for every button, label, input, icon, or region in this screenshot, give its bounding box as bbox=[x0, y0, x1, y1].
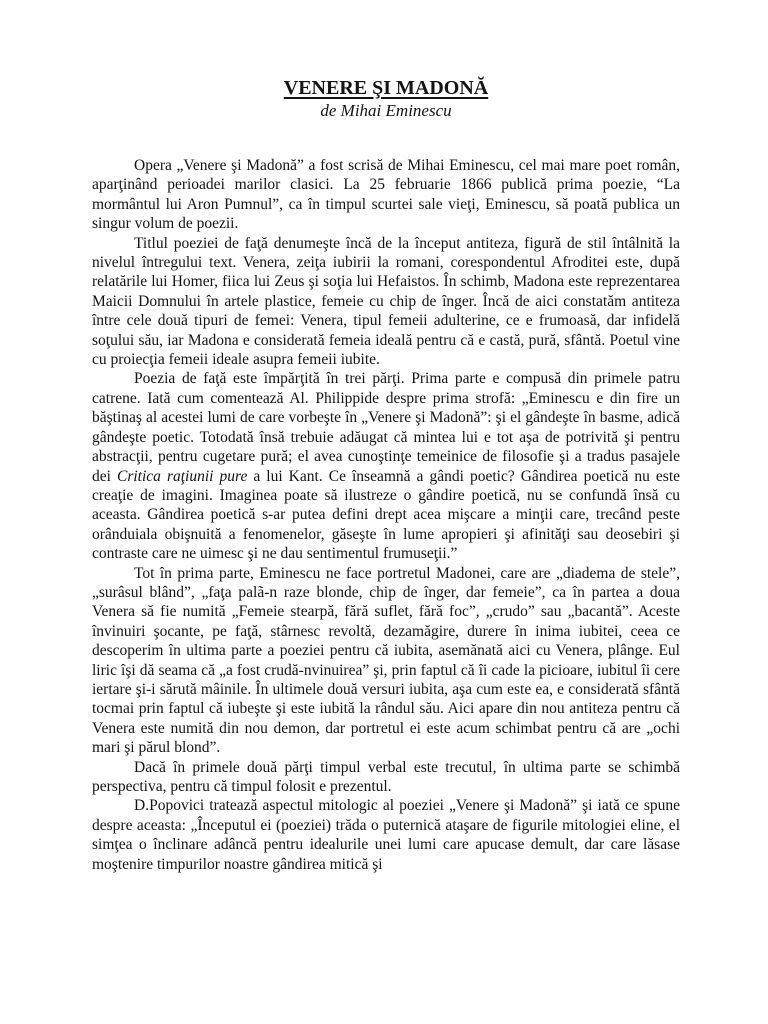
document-title: VENERE ŞI MADONĂ bbox=[283, 77, 489, 99]
book-title-italic: Critica raţiunii pure bbox=[116, 467, 248, 485]
paragraph: Dacă în primele două părţi timpul verbal este trecutul, în ultima parte se schimbă perspectiva, pentru că timpul folosit e prezentul. bbox=[92, 758, 680, 795]
paragraph-text: Poezia de faţă este împărţită în trei părţi. Prima parte e compusă din primele patru catrene. Iată cum comentează Al. Philippide despre prima strofă: „Eminescu e din fire un băştinaş al acestei lumi de care vorbeşte în „Venere şi Madonă”: şi el gândeşte în basme, adică gândeşte poetic. Totodată însă trebuie adăugat că mintea lui e tot aşa de potrivită şi pentru abstracţii, pentru cugetare pură; el avea cunoştinţe temeinice de filosofie şi a tradus pasajele dei bbox=[92, 370, 680, 485]
document-page bbox=[92, 68, 680, 874]
paragraph: Titlul poeziei de faţă denumeşte încă de la început antiteza, figură de stil întâlnită la nivelul întregului text. Venera, zeiţa iubirii la romani, corespondentul Afroditei este, după relatările lui Homer, fiica lui Zeus şi soţia lui Hefaistos. În schimb, Madona este reprezentarea Maicii Domnului în artele plastice, femeie cu chip de înger. Încă de aici constatăm antiteza între cele două tipuri de femei: Venera, tipul femeii adulterine, ce e frumoasă, dar infidelă soţului său, iar Madona e considerată femeia ideală pentru că e castă, pură, sfântă. Poetul vine cu proiecţia femeii ideale asupra femeii iubite. bbox=[92, 234, 680, 369]
paragraph: Tot în prima parte, Eminescu ne face portretul Madonei, care are „diadema de stele”, „surâsul blând”, „faţa palã-n raze blonde, chip de înger, dar femeie”, ca în partea a doua Venera să fie numită „Femeie stearpă, fără suflet, fără foc”, „crudo” sau „bacantă”. Aceste învinuiri şocante, pe faţă, stârnesc revoltă, dezamăgire, durere în inima iubitei, ceea ce descoperim în ultima parte a poeziei pentru că iubita, asemănată aici cu Venera, plânge. Eul liric îşi dă seama că „a fost crudă-nvinuirea” şi, prin faptul că îi cade la picioare, iubitul îi cere iertare şi-i sărută mâinile. În ultimele două versuri iubita, aşa cum este ea, e considerată sfântă tocmai prin faptul că iubeşte şi este iubită la rândul său. Aici apare din nou antiteza pentru că Venera este numită din nou demon, dar portretul ei este acum schimbat pentru că are „ochi mari şi părul blond”. bbox=[92, 564, 680, 757]
paragraph: D.Popovici tratează aspectul mitologic al poeziei „Venere şi Madonă” şi iată ce spune despre aceasta: „Începutul ei (poeziei) trăda o puternică ataşare de figurile mitologiei eline, el simţea o înclinare adâncă pentru idealurile unei lumi care apucase demult, dar care lăsase moştenire timpurilor noastre gândirea mitică şi bbox=[92, 797, 680, 873]
document-body bbox=[92, 156, 680, 874]
paragraph-text: a lui Kant. Ce înseamnă a gândi poetic? Gândirea poetică nu este creaţie de imagini. Imaginea poate să ilustreze o gândire poetică, nu se confundă însă cu aceasta. Gândirea poetică s-ar putea defini drept acea mişcare a minţii care, trecând peste orânduiala obişnuită a fenomenelor, găseşte în lume apropieri şi afinităţi sau deosebiri şi contraste care ne uimesc şi ne dau sentimentul frumuseţii.” bbox=[92, 467, 681, 563]
document-author: de Mihai Eminescu bbox=[320, 101, 452, 120]
paragraph: Opera „Venere şi Madonă” a fost scrisă de Mihai Eminescu, cel mai mare poet român, aparţinând perioadei marilor clasici. La 25 februarie 1866 publică prima poezie, “La mormântul lui Aron Pumnul”, ca în timpul scurtei sale vieţi, Eminescu, să poată publica un singur volum de poezii. bbox=[92, 157, 680, 233]
paragraph bbox=[92, 369, 680, 563]
